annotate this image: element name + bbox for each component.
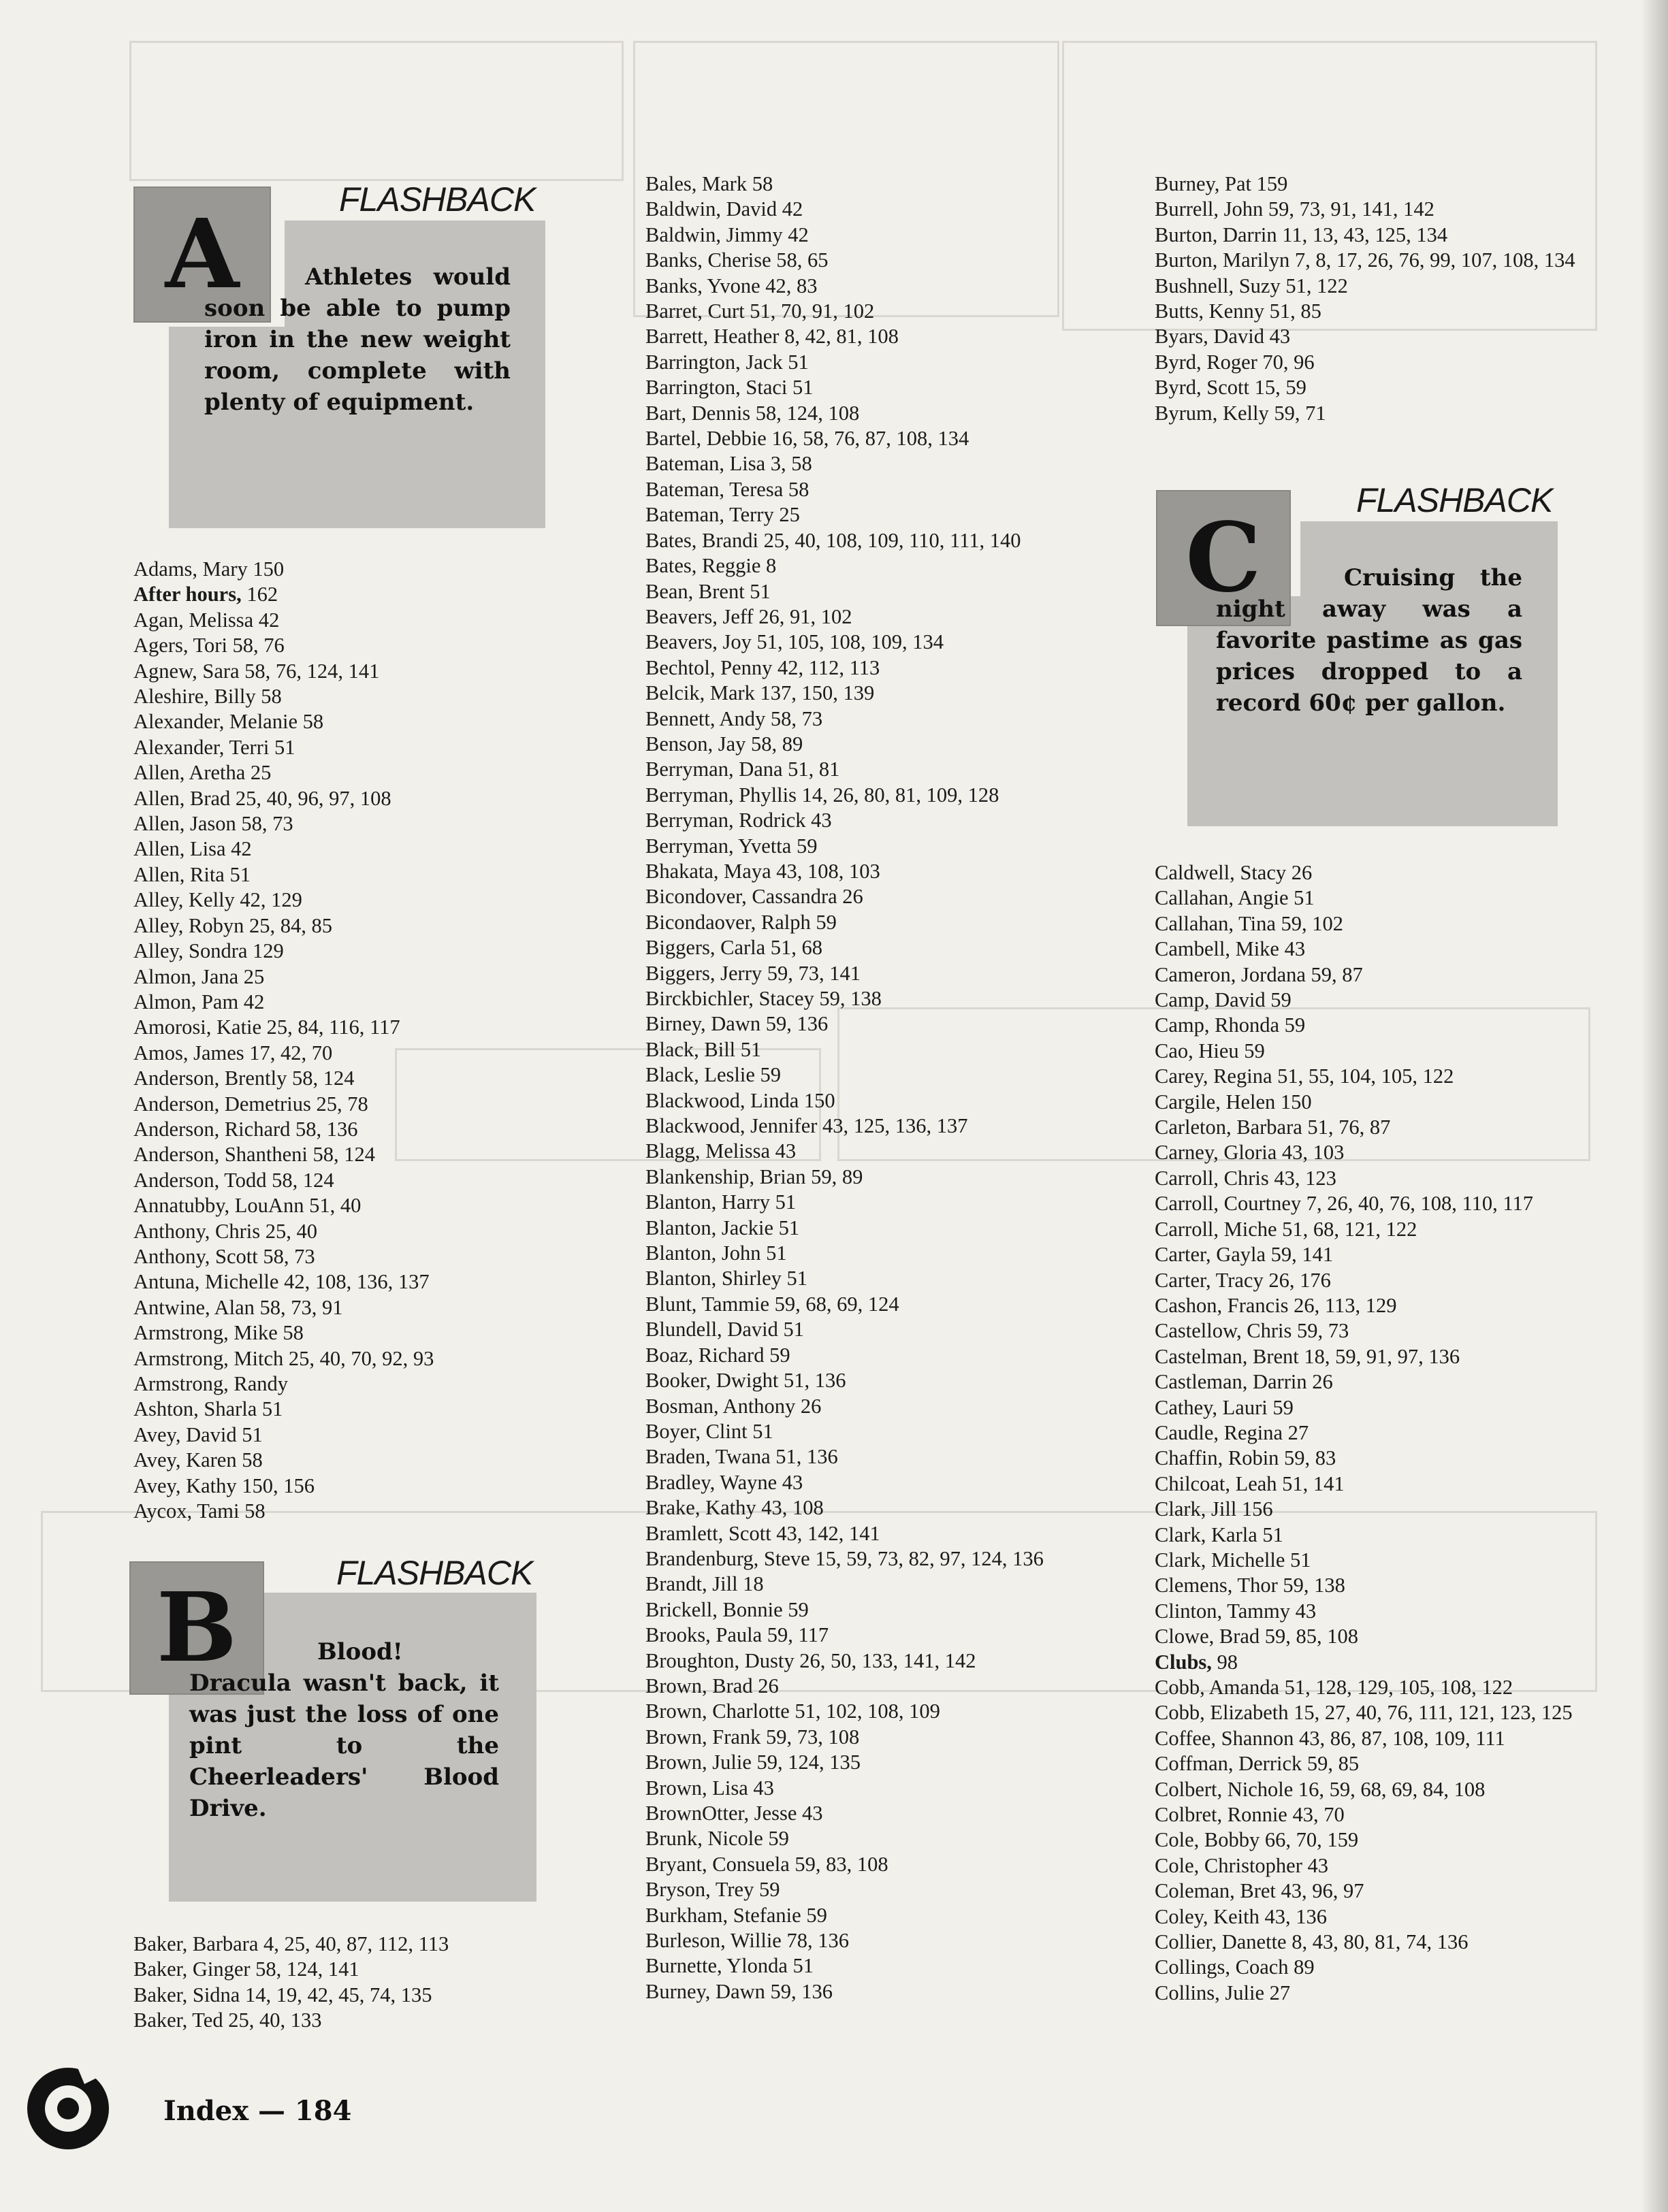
index-entry: Armstrong, Mike 58 (133, 1321, 304, 1345)
index-entry: Caldwell, Stacy 26 (1155, 861, 1313, 884)
index-entry: Avey, Karen 58 (133, 1448, 263, 1472)
index-entry: Berryman, Yvetta 59 (645, 834, 818, 858)
index-entry: Cole, Bobby 66, 70, 159 (1155, 1828, 1359, 1852)
index-entry: Anderson, Demetrius 25, 78 (133, 1092, 368, 1116)
index-entry: Camp, Rhonda 59 (1155, 1013, 1306, 1037)
index-entry: Brown, Lisa 43 (645, 1776, 774, 1800)
index-entry: Anderson, Brently 58, 124 (133, 1067, 355, 1090)
index-entry: Birney, Dawn 59, 136 (645, 1012, 829, 1036)
index-entry: Banks, Yvone 42, 83 (645, 274, 818, 297)
index-entry: Allen, Aretha 25 (133, 761, 272, 785)
flashback-a-title: FLASHBACK (339, 180, 536, 218)
index-entry: Bateman, Teresa 58 (645, 477, 809, 501)
flashback-b-letter: B (156, 1572, 238, 1684)
index-entry: Amos, James 17, 42, 70 (133, 1041, 333, 1064)
index-entry: Blankenship, Brian 59, 89 (645, 1165, 863, 1188)
index-entry: Castellow, Chris 59, 73 (1155, 1319, 1349, 1343)
index-entry: Carroll, Miche 51, 68, 121, 122 (1155, 1217, 1417, 1241)
index-entry: Burrell, John 59, 73, 91, 141, 142 (1155, 197, 1434, 221)
index-entry: Avey, David 51 (133, 1422, 263, 1446)
index-entry: Coley, Keith 43, 136 (1155, 1904, 1328, 1928)
index-entry: Bicondover, Cassandra 26 (645, 885, 863, 909)
index-entry: Castelman, Brent 18, 59, 91, 97, 136 (1155, 1344, 1460, 1368)
index-entry: Bateman, Terry 25 (645, 503, 800, 527)
index-entry: Allen, Rita 51 (133, 862, 251, 886)
index-entry: Carney, Gloria 43, 103 (1155, 1141, 1345, 1165)
index-entry: Armstrong, Randy (133, 1372, 289, 1395)
index-entry: Agan, Melissa 42 (133, 608, 280, 632)
index-entry: Ashton, Sharla 51 (133, 1397, 283, 1421)
index-entry: Armstrong, Mitch 25, 40, 70, 92, 93 (133, 1346, 434, 1370)
index-entry: Castleman, Darrin 26 (1155, 1370, 1333, 1394)
index-entry: Blagg, Melissa 43 (645, 1139, 797, 1163)
index-entry: Bushnell, Suzy 51, 122 (1155, 274, 1348, 297)
index-entry: Brooks, Paula 59, 117 (645, 1623, 829, 1647)
flashback-b-caption: Blood! Dracula wasn't back, it was just the loss of one pint to the Cheerleaders' Blood Drive. (189, 1638, 499, 1822)
index-entry: Booker, Dwight 51, 136 (645, 1369, 846, 1393)
index-entry: Alley, Kelly 42, 129 (133, 888, 302, 912)
index-entry: Burnette, Ylonda 51 (645, 1954, 814, 1978)
index-entry: Colbert, Nichole 16, 59, 68, 69, 84, 108 (1155, 1777, 1486, 1801)
index-entry: Annatubby, LouAnn 51, 40 (133, 1194, 362, 1218)
index-entry: Anderson, Todd 58, 124 (133, 1168, 334, 1192)
index-entry: Barret, Curt 51, 70, 91, 102 (645, 299, 875, 323)
index-entry: Biggers, Jerry 59, 73, 141 (645, 961, 861, 985)
page-footer: Index — 184 (163, 2095, 352, 2127)
index-entry: Brown, Charlotte 51, 102, 108, 109 (645, 1699, 940, 1723)
index-entry: Brake, Kathy 43, 108 (645, 1496, 824, 1520)
index-entry: Brown, Brad 26 (645, 1674, 779, 1697)
index-entry: Benson, Jay 58, 89 (645, 732, 803, 755)
index-entry: Carleton, Barbara 51, 76, 87 (1155, 1116, 1391, 1139)
index-entry: Clowe, Brad 59, 85, 108 (1155, 1625, 1359, 1648)
index-entry: Aleshire, Billy 58 (133, 685, 282, 709)
index-entry: Bates, Reggie 8 (645, 554, 777, 578)
index-entry: BrownOtter, Jesse 43 (645, 1802, 823, 1825)
index-entry: Brown, Frank 59, 73, 108 (645, 1725, 860, 1749)
index-entry: Cao, Hieu 59 (1155, 1039, 1265, 1062)
index-entry: Antwine, Alan 58, 73, 91 (133, 1295, 343, 1319)
index-entry: Cambell, Mike 43 (1155, 937, 1306, 961)
index-entry: Almon, Pam 42 (133, 990, 265, 1013)
index-entry: Beavers, Jeff 26, 91, 102 (645, 604, 852, 628)
index-entry: Callahan, Angie 51 (1155, 886, 1315, 910)
index-entry: Aycox, Tami 58 (133, 1499, 266, 1523)
index-entry: Brunk, Nicole 59 (645, 1827, 789, 1851)
index-entry: Caudle, Regina 27 (1155, 1420, 1309, 1444)
flashback-c-letter: C (1185, 502, 1262, 614)
index-entry: Byrum, Kelly 59, 71 (1155, 401, 1326, 425)
index-entry: Anthony, Scott 58, 73 (133, 1244, 315, 1268)
index-entry: Baker, Ted 25, 40, 133 (133, 2008, 322, 2032)
index-column-a (133, 557, 487, 1524)
flashback-b-panel-top (279, 1599, 536, 1640)
flashback-c-caption: Cruising the night away was a favorite pastime as gas prices dropped to a record 60¢ per gallon. (1216, 564, 1522, 717)
index-entry: Cole, Christopher 43 (1155, 1853, 1328, 1877)
index-entry: Carter, Gayla 59, 141 (1155, 1243, 1334, 1267)
index-entry: Bateman, Lisa 3, 58 (645, 452, 812, 476)
index-entry: Antuna, Michelle 42, 108, 136, 137 (133, 1270, 430, 1294)
index-entry: Allen, Brad 25, 40, 96, 97, 108 (133, 786, 391, 810)
index-entry: Blanton, Harry 51 (645, 1190, 797, 1214)
index-entry: Blackwood, Linda 150 (645, 1088, 835, 1112)
index-entry: Agers, Tori 58, 76 (133, 634, 285, 657)
index-column-c (1155, 860, 1618, 2006)
index-entry: Carroll, Courtney 7, 26, 40, 76, 108, 110, 117 (1155, 1192, 1534, 1216)
index-entry: Clinton, Tammy 43 (1155, 1599, 1317, 1623)
index-entry: Clark, Michelle 51 (1155, 1548, 1311, 1572)
index-entry: Anderson, Richard 58, 136 (133, 1117, 358, 1141)
index-entry: Blanton, Shirley 51 (645, 1267, 808, 1290)
index-entry: Burton, Marilyn 7, 8, 17, 26, 76, 99, 107, 108, 134 (1155, 248, 1575, 272)
index-entry: After hours, 162 (133, 583, 278, 606)
index-entry: Amorosi, Katie 25, 84, 116, 117 (133, 1015, 400, 1039)
index-column-b-start (133, 1932, 515, 2034)
index-entry: Alley, Robyn 25, 84, 85 (133, 913, 332, 937)
index-entry: Burney, Pat 159 (1155, 172, 1288, 195)
index-entry: Bart, Dennis 58, 124, 108 (645, 401, 860, 425)
index-entry: Blundell, David 51 (645, 1318, 804, 1341)
index-entry: Camp, David 59 (1155, 988, 1292, 1012)
index-entry: Callahan, Tina 59, 102 (1155, 911, 1344, 935)
index-entry: Clemens, Thor 59, 138 (1155, 1574, 1345, 1597)
index-entry: Belcik, Mark 137, 150, 139 (645, 681, 875, 705)
index-entry: Black, Bill 51 (645, 1037, 762, 1061)
index-entry: Almon, Jana 25 (133, 964, 265, 988)
index-entry: Barrington, Jack 51 (645, 350, 809, 374)
index-column-b-end (1155, 172, 1618, 426)
index-entry: Cobb, Amanda 51, 128, 129, 105, 108, 122 (1155, 1676, 1513, 1699)
index-entry: Baldwin, Jimmy 42 (645, 223, 809, 246)
index-entry: Avey, Kathy 150, 156 (133, 1474, 315, 1497)
index-entry: Blackwood, Jennifer 43, 125, 136, 137 (645, 1114, 968, 1138)
index-entry: Carter, Tracy 26, 176 (1155, 1268, 1331, 1292)
index-entry: Braden, Twana 51, 136 (645, 1445, 838, 1469)
index-entry: Clark, Karla 51 (1155, 1523, 1283, 1546)
index-entry: Bicondaover, Ralph 59 (645, 910, 837, 934)
flashback-b-title: FLASHBACK (336, 1554, 533, 1592)
index-entry: Burney, Dawn 59, 136 (645, 1979, 833, 2003)
index-entry: Alexander, Melanie 58 (133, 710, 324, 734)
index-entry: Bartel, Debbie 16, 58, 76, 87, 108, 134 (645, 427, 969, 451)
index-entry: Brandenburg, Steve 15, 59, 73, 82, 97, 124, 136 (645, 1546, 1044, 1570)
index-entry: Anderson, Shantheni 58, 124 (133, 1143, 375, 1167)
record-logo-icon (25, 2055, 114, 2151)
index-entry: Collier, Danette 8, 43, 80, 81, 74, 136 (1155, 1930, 1469, 1954)
index-entry: Brickell, Bonnie 59 (645, 1597, 809, 1621)
index-entry: Bales, Mark 58 (645, 172, 773, 195)
index-entry: Allen, Lisa 42 (133, 837, 252, 861)
index-entry: Cashon, Francis 26, 113, 129 (1155, 1293, 1397, 1317)
index-entry: Bryson, Trey 59 (645, 1878, 780, 1902)
index-entry: Bean, Brent 51 (645, 579, 771, 603)
index-entry: Colbret, Ronnie 43, 70 (1155, 1803, 1345, 1827)
index-entry: Clark, Jill 156 (1155, 1497, 1273, 1521)
index-entry: Berryman, Dana 51, 81 (645, 758, 840, 781)
page-edge-shadow (1641, 0, 1668, 2212)
flashback-a-caption: Athletes would soon be able to pump iron in the new weight room, complete with plenty of equipment. (204, 263, 511, 416)
index-entry: Blanton, John 51 (645, 1241, 787, 1265)
index-column-b-main (645, 172, 1081, 2004)
index-entry: Blunt, Tammie 59, 68, 69, 124 (645, 1292, 899, 1316)
index-entry: Burkham, Stefanie 59 (645, 1903, 827, 1927)
index-entry: Chilcoat, Leah 51, 141 (1155, 1471, 1345, 1495)
index-entry: Biggers, Carla 51, 68 (645, 936, 823, 960)
index-entry: Alexander, Terri 51 (133, 735, 295, 759)
index-entry: Barrington, Staci 51 (645, 376, 814, 400)
index-entry: Byrd, Roger 70, 96 (1155, 350, 1315, 374)
index-entry: Cameron, Jordana 59, 87 (1155, 962, 1363, 986)
index-entry: Coleman, Bret 43, 96, 97 (1155, 1879, 1364, 1903)
index-entry: Beavers, Joy 51, 105, 108, 109, 134 (645, 630, 944, 654)
index-entry: Cargile, Helen 150 (1155, 1090, 1312, 1113)
index-entry: Bosman, Anthony 26 (645, 1394, 822, 1418)
index-entry: Carroll, Chris 43, 123 (1155, 1166, 1336, 1190)
index-entry: Berryman, Phyllis 14, 26, 80, 81, 109, 128 (645, 783, 999, 807)
index-entry: Baldwin, David 42 (645, 197, 803, 221)
index-entry: Allen, Jason 58, 73 (133, 812, 293, 836)
index-entry: Bhakata, Maya 43, 108, 103 (645, 859, 880, 883)
index-entry: Boaz, Richard 59 (645, 1343, 790, 1367)
index-entry: Brown, Julie 59, 124, 135 (645, 1751, 861, 1774)
index-entry: Bennett, Andy 58, 73 (645, 706, 823, 730)
index-entry: Blanton, Jackie 51 (645, 1216, 800, 1239)
bleed-through-box (129, 41, 624, 181)
index-entry: Birckbichler, Stacey 59, 138 (645, 987, 882, 1010)
index-entry: Collings, Coach 89 (1155, 1955, 1315, 1979)
index-entry: Burton, Darrin 11, 13, 43, 125, 134 (1155, 223, 1448, 246)
index-entry: Collins, Julie 27 (1155, 1981, 1291, 2004)
index-entry: Burleson, Willie 78, 136 (645, 1929, 849, 1953)
index-entry: Cathey, Lauri 59 (1155, 1395, 1294, 1419)
index-entry: Chaffin, Robin 59, 83 (1155, 1446, 1336, 1470)
flashback-c-title: FLASHBACK (1356, 481, 1553, 519)
index-entry: Agnew, Sara 58, 76, 124, 141 (133, 659, 380, 683)
index-entry: Coffman, Derrick 59, 85 (1155, 1752, 1360, 1776)
index-entry: Brandt, Jill 18 (645, 1572, 764, 1596)
index-entry: Boyer, Clint 51 (645, 1419, 773, 1443)
index-entry: Banks, Cherise 58, 65 (645, 248, 829, 272)
index-entry: Bates, Brandi 25, 40, 108, 109, 110, 111, 140 (645, 528, 1021, 552)
flashback-a-letter: A (165, 199, 240, 310)
index-entry: Carey, Regina 51, 55, 104, 105, 122 (1155, 1064, 1454, 1088)
index-entry: Adams, Mary 150 (133, 557, 285, 581)
index-entry: Clubs, 98 (1155, 1650, 1238, 1674)
index-entry: Barrett, Heather 8, 42, 81, 108 (645, 325, 899, 348)
index-entry: Alley, Sondra 129 (133, 939, 284, 963)
index-entry: Broughton, Dusty 26, 50, 133, 141, 142 (645, 1648, 976, 1672)
index-entry: Bryant, Consuela 59, 83, 108 (645, 1852, 888, 1876)
index-entry: Coffee, Shannon 43, 86, 87, 108, 109, 111 (1155, 1726, 1505, 1750)
index-entry: Baker, Ginger 58, 124, 141 (133, 1957, 359, 1981)
index-entry: Byrd, Scott 15, 59 (1155, 376, 1306, 400)
index-entry: Baker, Sidna 14, 19, 42, 45, 74, 135 (133, 1983, 432, 2006)
index-entry: Berryman, Rodrick 43 (645, 809, 832, 832)
index-entry: Bradley, Wayne 43 (645, 1470, 803, 1494)
index-entry: Bechtol, Penny 42, 112, 113 (645, 655, 880, 679)
index-entry: Black, Leslie 59 (645, 1063, 782, 1087)
index-entry: Byars, David 43 (1155, 325, 1291, 348)
index-entry: Butts, Kenny 51, 85 (1155, 299, 1321, 323)
index-entry: Cobb, Elizabeth 15, 27, 40, 76, 111, 121, 123, 125 (1155, 1701, 1573, 1725)
index-entry: Anthony, Chris 25, 40 (133, 1219, 317, 1243)
index-entry: Bramlett, Scott 43, 142, 141 (645, 1521, 880, 1545)
index-entry: Baker, Barbara 4, 25, 40, 87, 112, 113 (133, 1932, 449, 1955)
